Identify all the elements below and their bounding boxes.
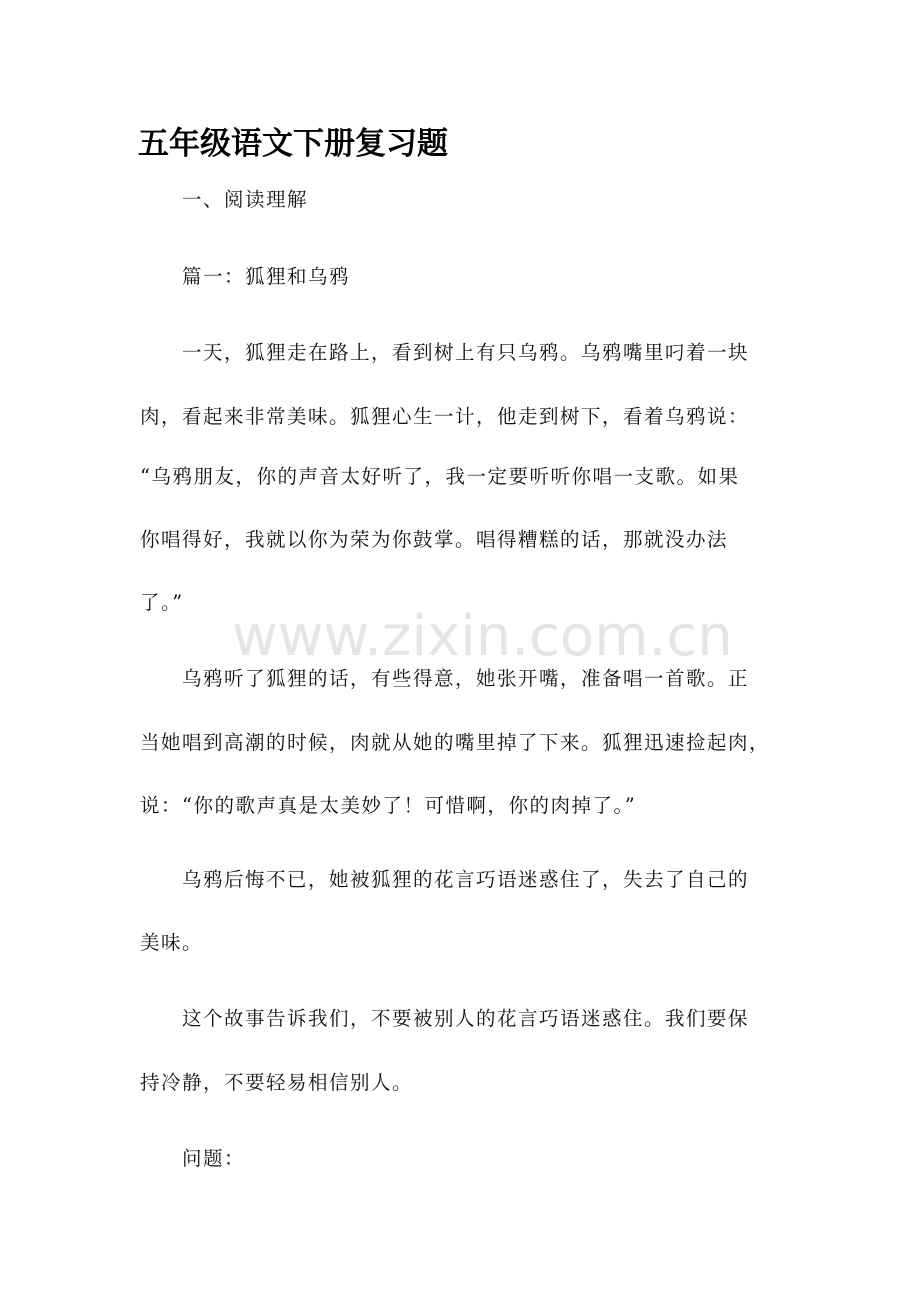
paragraph-line: 乌鸦听了狐狸的话，有些得意，她张开嘴，准备唱一首歌。正 xyxy=(182,667,750,690)
paragraph-line: 了。” xyxy=(140,591,184,614)
watermark: www.zixin.com.cn xyxy=(232,604,733,669)
question-label: 问题： xyxy=(182,1147,246,1170)
paragraph-line: 美味。 xyxy=(140,931,204,954)
paragraph-line: 当她唱到高潮的时候，肉就从她的嘴里掉了下来。狐狸迅速捡起肉， xyxy=(140,731,771,754)
section-heading: 一、阅读理解 xyxy=(182,188,309,211)
paragraph-line: 持冷静，不要轻易相信别人。 xyxy=(140,1071,414,1094)
document-title: 五年级语文下册复习题 xyxy=(138,126,448,162)
paragraph-line: 说：“你的歌声真是太美妙了！可惜啊，你的肉掉了。” xyxy=(140,794,637,817)
paragraph-line: 乌鸦后悔不已，她被狐狸的花言巧语迷惑住了，失去了自己的 xyxy=(182,868,750,891)
article-heading: 篇一：狐狸和乌鸦 xyxy=(182,265,351,288)
paragraph-line: “乌鸦朋友，你的声音太好听了，我一定要听听你唱一支歌。如果 xyxy=(140,465,740,488)
paragraph-line: 这个故事告诉我们，不要被别人的花言巧语迷惑住。我们要保 xyxy=(182,1007,750,1030)
paragraph-line: 肉，看起来非常美味。狐狸心生一计，他走到树下，看着乌鸦说： xyxy=(140,405,750,428)
paragraph-line: 一天，狐狸走在路上，看到树上有只乌鸦。乌鸦嘴里叼着一块 xyxy=(182,341,750,364)
paragraph-line: 你唱得好，我就以你为荣为你鼓掌。唱得糟糕的话，那就没办法 xyxy=(140,528,729,551)
